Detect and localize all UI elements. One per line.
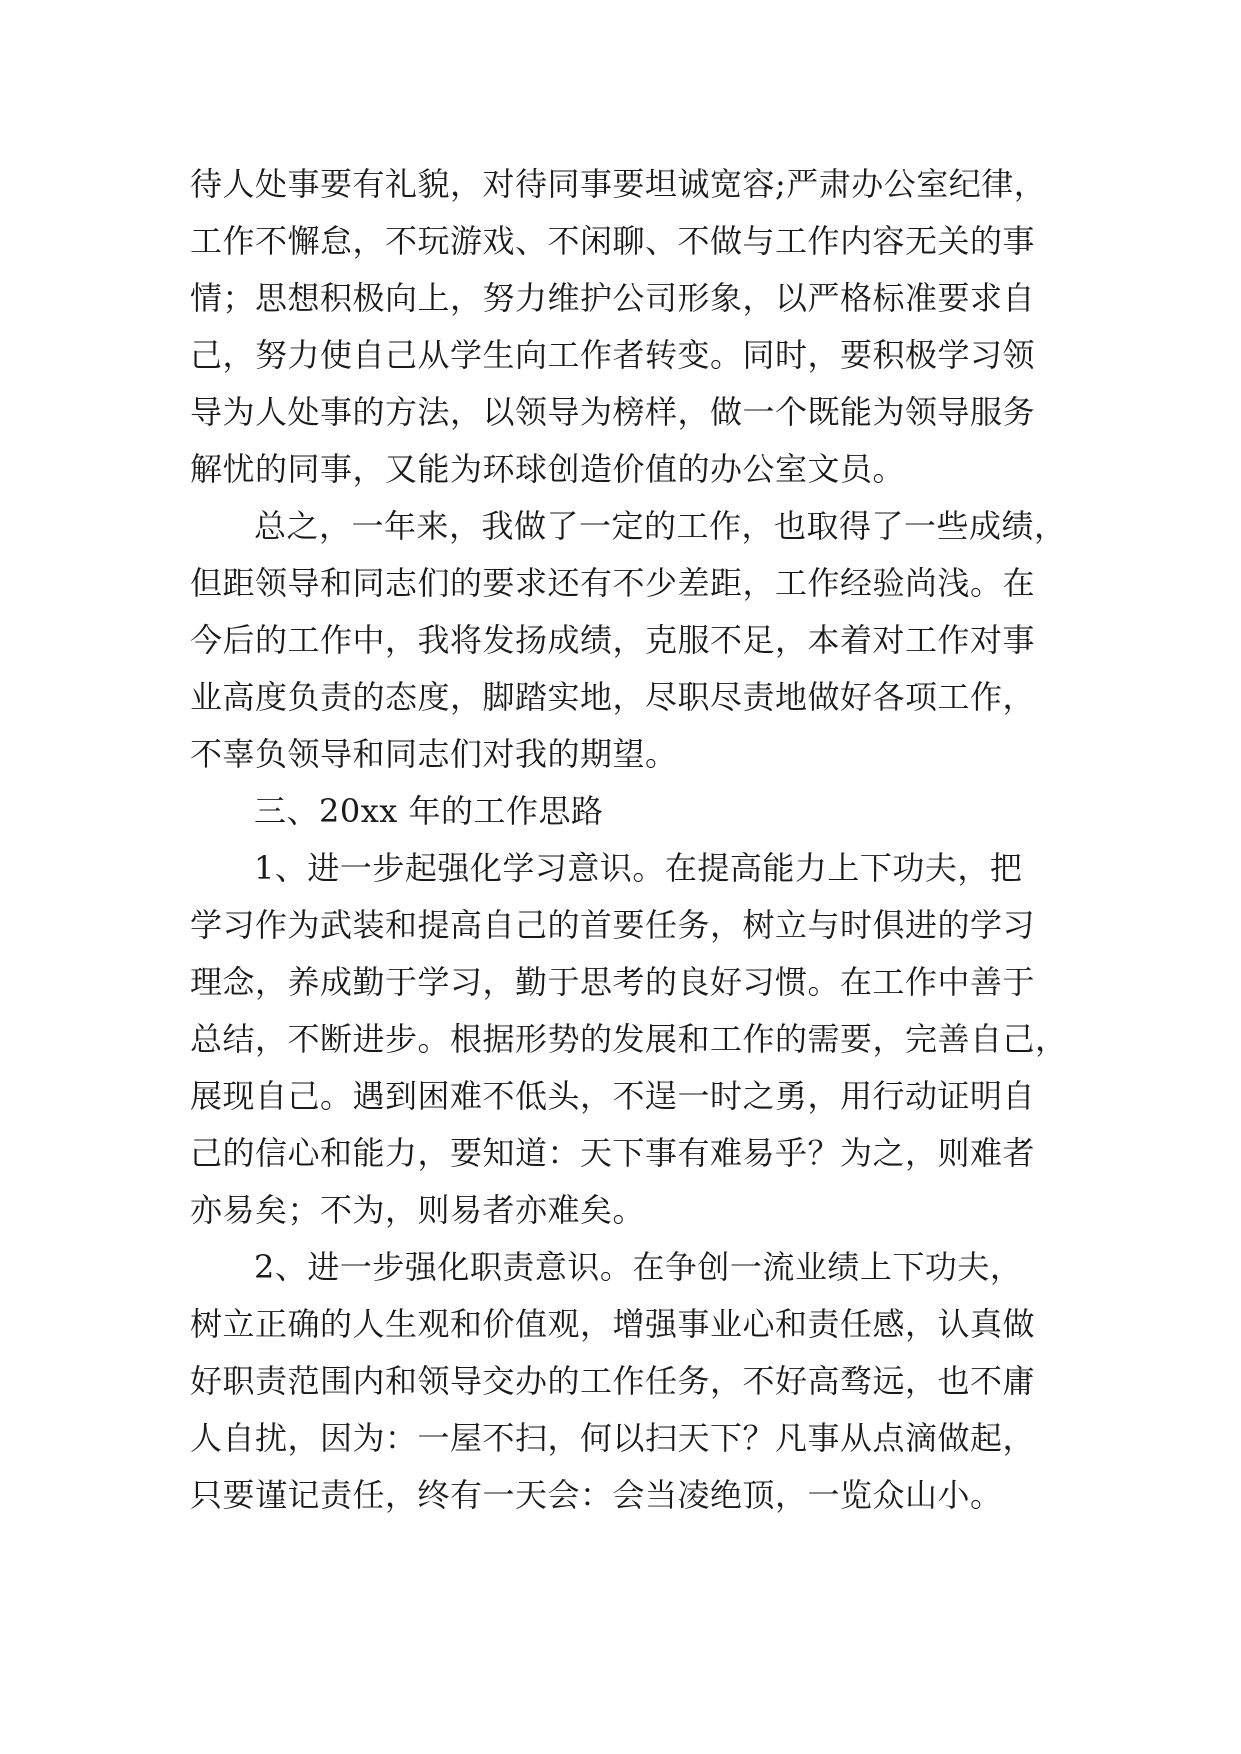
text-line: 亦易矣；不为，则易者亦难矣。 xyxy=(190,1191,646,1229)
section-heading: 三、20xx 年的工作思路 xyxy=(254,792,604,830)
text-line: 导为人处事的方法，以领导为榜样，做一个既能为领导服务 xyxy=(190,393,1036,431)
text-line: 总结，不断进步。根据形势的发展和工作的需要，完善自己， xyxy=(190,1020,1068,1058)
paragraph-start-line: 总之，一年来，我做了一定的工作，也取得了一些成绩， xyxy=(254,507,1067,545)
text-line: 解忧的同事，又能为环球创造价值的办公室文员。 xyxy=(190,450,906,488)
text-line: 待人处事要有礼貌，对待同事要坦诚宽容;严肃办公室纪律， xyxy=(190,165,1047,203)
text-line: 己的信心和能力，要知道：天下事有难易乎？为之，则难者 xyxy=(190,1134,1036,1172)
text-line: 不辜负领导和同志们对我的期望。 xyxy=(190,735,678,773)
paragraph-start-line: 2、进一步强化职责意识。在争创一流业绩上下功夫， xyxy=(254,1248,1023,1286)
text-line: 己，努力使自己从学生向工作者转变。同时，要积极学习领 xyxy=(190,336,1036,374)
text-line: 人自扰，因为：一屋不扫，何以扫天下？凡事从点滴做起， xyxy=(190,1419,1036,1457)
text-line: 业高度负责的态度，脚踏实地，尽职尽责地做好各项工作， xyxy=(190,678,1036,716)
paragraph-start-line: 1、进一步起强化学习意识。在提高能力上下功夫，把 xyxy=(254,849,1023,887)
text-line: 情；思想积极向上，努力维护公司形象，以严格标准要求自 xyxy=(190,279,1036,317)
text-line: 学习作为武装和提高自己的首要任务，树立与时俱进的学习 xyxy=(190,906,1036,944)
text-line: 好职责范围内和领导交办的工作任务，不好高骛远，也不庸 xyxy=(190,1362,1036,1400)
text-line: 树立正确的人生观和价值观，增强事业心和责任感，认真做 xyxy=(190,1305,1036,1343)
text-line: 理念，养成勤于学习，勤于思考的良好习惯。在工作中善于 xyxy=(190,963,1036,1001)
text-line: 今后的工作中，我将发扬成绩，克服不足，本着对工作对事 xyxy=(190,621,1036,659)
text-line: 只要谨记责任，终有一天会：会当凌绝顶，一览众山小。 xyxy=(190,1476,1003,1514)
text-line: 工作不懈怠，不玩游戏、不闲聊、不做与工作内容无关的事 xyxy=(190,222,1036,260)
text-line: 展现自己。遇到困难不低头，不逞一时之勇，用行动证明自 xyxy=(190,1077,1036,1115)
text-line: 但距领导和同志们的要求还有不少差距，工作经验尚浅。在 xyxy=(190,564,1036,602)
